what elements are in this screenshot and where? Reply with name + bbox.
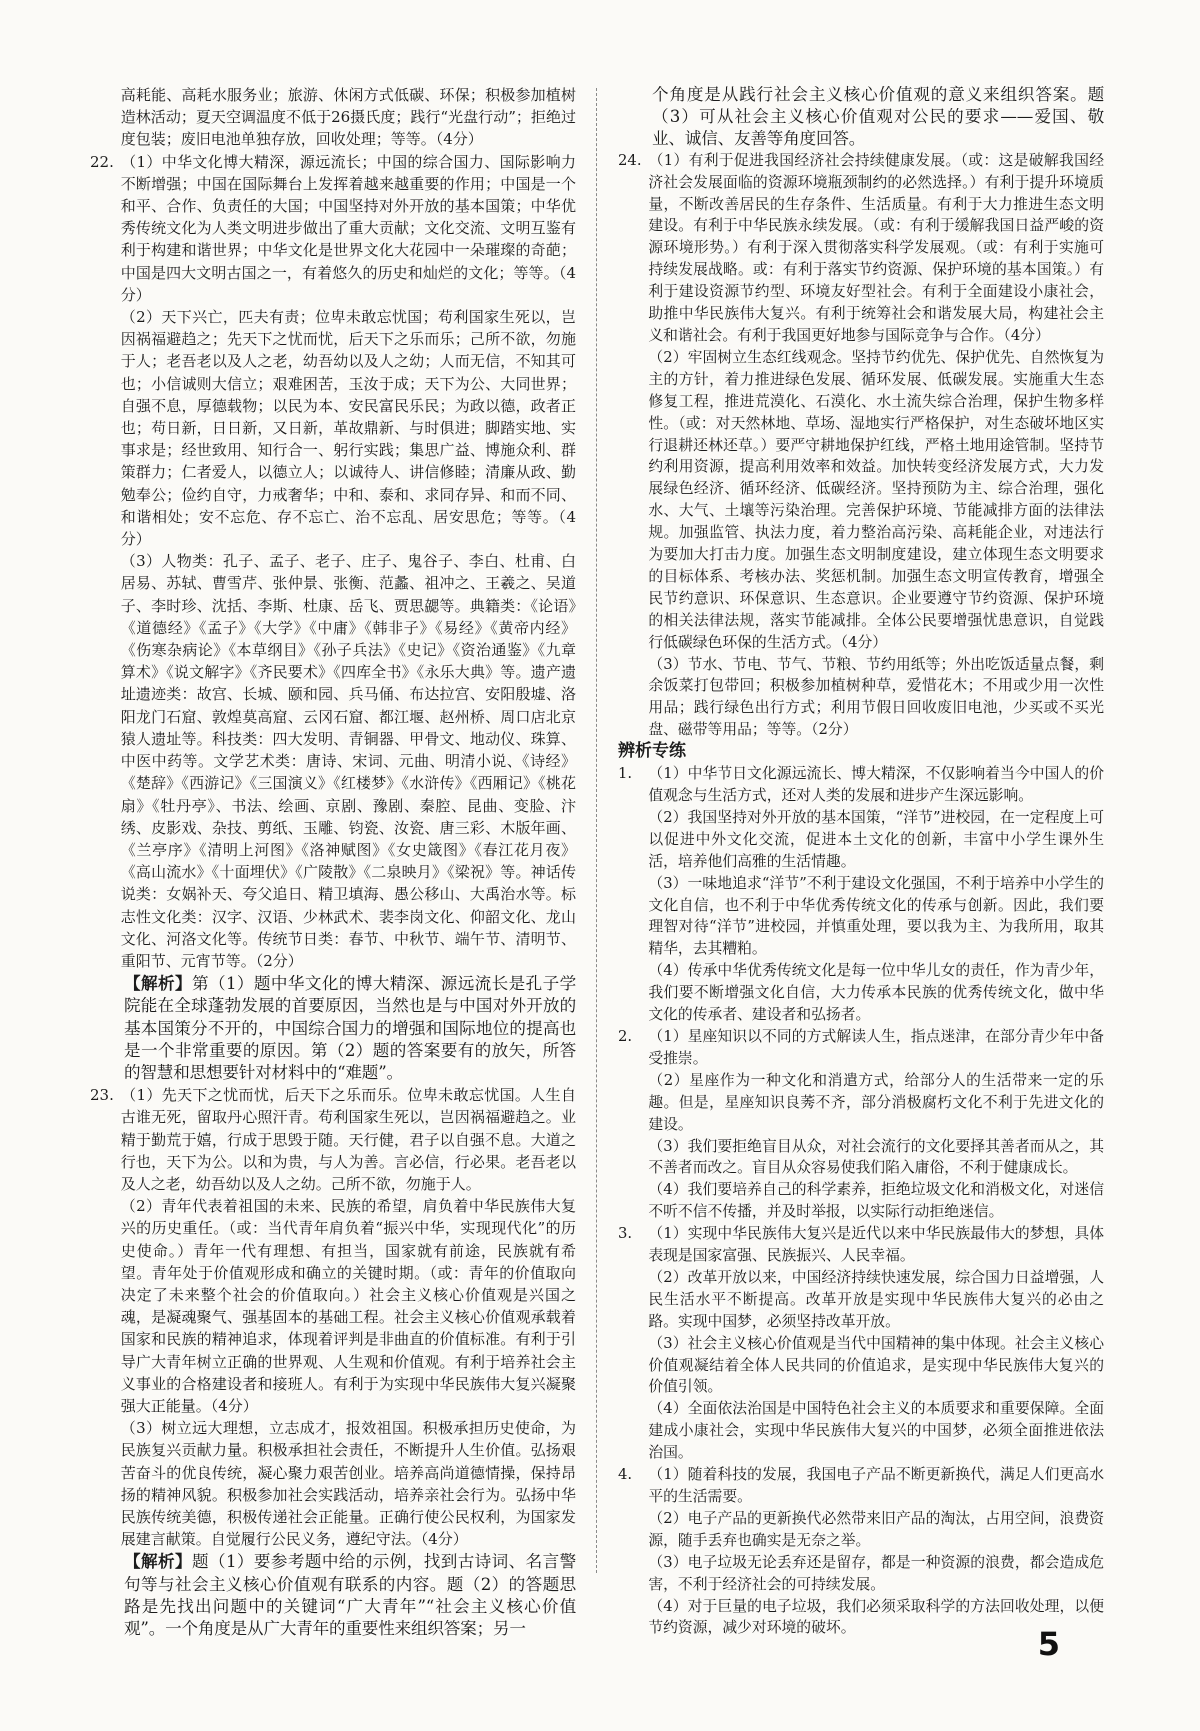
analysis-4-part4: （4）对于巨量的电子垃圾，我们必须采取科学的方法回收处理，以便节约资源，减少对环境的破坏。	[648, 1597, 1104, 1637]
question-number: 1.	[618, 765, 633, 783]
section-heading: 辨析专练	[618, 741, 686, 762]
analysis-1-part2: （2）我国坚持对外开放的基本国策，“洋节”进校园，在一定程度上可以促进中外文化交流，促进本土文化的创新，丰富中小学生课外生活，培养他们高雅的生活情趣。	[648, 808, 1104, 870]
analysis-2-part3: （3）我们要拒绝盲目从众，对社会流行的文化要择其善者而从之，其不善者而改之。盲目从众容易使我们陷入庸俗，不利于健康成长。	[648, 1137, 1104, 1177]
answer-22-part3: （3）人物类：孔子、孟子、老子、庄子、鬼谷子、李白、杜甫、白居易、苏轼、曹雪芹、张仲景、张衡、范蠡、祖冲之、王羲之、吴道子、李时珍、沈括、李斯、杜康、岳飞、贾思勰等。典籍类：《论语》《道德经》《孟子》《大学》《中庸》《韩非子》《易经》《黄帝内经》《伤寒杂病论》《本草纲目》《孙子兵法》《史记》《资治通鉴》《九章算术》《说文解字》《齐民要术》《四库全书》《永乐大典》等。遗产遗址遗迹类：故宫、长城、颐和园、兵马俑、布达拉宫、安阳殷墟、洛阳龙门石窟、敦煌莫高窟、云冈石窟、都江堰、赵州桥、周口店北京猿人遗址等。科技类：四大发明、青铜器、甲骨文、地动仪、珠算、中医中药等。文学艺术类：唐诗、宋词、元曲、明清小说、《诗经》《楚辞》《西游记》《三国演义》《红楼梦》《水浒传》《西厢记》《桃花扇》《牡丹亭》、书法、绘画、京剧、豫剧、秦腔、昆曲、变脸、汴绣、皮影戏、杂技、剪纸、玉雕、钧瓷、汝瓷、唐三彩、木版年画、《兰亭序》《清明上河图》《洛神赋图》《女史箴图》《春江花月夜》《高山流水》《十面埋伏》《广陵散》《二泉映月》《梁祝》等。神话传说类：女娲补天、夸父追日、精卫填海、愚公移山、大禹治水等。标志性文化类：汉字、汉语、少林武术、裴李岗文化、仰韶文化、龙山文化、河洛文化等。传统节日类：春节、中秋节、端午节、清明节、重阳节、元宵节等。（2分）	[120, 552, 576, 970]
analysis-1-part3: （3）一味地追求“洋节”不利于建设文化强国，不利于培养中小学生的文化自信，也不利于中华优秀传统文化的传承与创新。因此，我们要理智对待“洋节”进校园，并慎重处理，要以我为主、为我所用，取其精华，去其糟粕。	[648, 874, 1104, 958]
question-number: 23.	[90, 1086, 114, 1105]
analysis-4-part1: 4. （1）随着科技的发展，我国电子产品不断更新换代，满足人们更高水平的生活需要。	[618, 1466, 1104, 1505]
right-column	[618, 84, 1104, 1639]
analysis-1-part1: 1. （1）中华节日文化源远流长、博大精深，不仅影响着当今中国人的价值观念与生活方式，还对人类的发展和进步产生深远影响。	[618, 765, 1104, 804]
page-number: 5	[1037, 1625, 1060, 1663]
question-number: 22.	[90, 152, 114, 171]
question-number: 3.	[618, 1225, 633, 1243]
answer-24-part1: 24. （1）有利于促进我国经济社会持续健康发展。（或：这是破解我国经济社会发展面临的资源环境瓶颈制约的必然选择。）有利于提升环境质量，不断改善居民的生存条件、生活质量。有利于大力推进生态文明建设。有利于中华民族永续发展。（或：有利于缓解我国日益严峻的资源环境形势。）有利于深入贯彻落实科学发展观。（或：有利于实施可持续发展战略。或：有利于落实节约资源、保护环境的基本国策。）有利于建设资源节约型、环境友好型社会。有利于全面建设小康社会，助推中华民族伟大复兴。有利于统筹社会和谐发展大局，构建社会主义和谐社会。有利于我国更好地参与国际竞争与合作。（4分）	[618, 151, 1104, 344]
column-divider	[596, 88, 597, 1573]
analysis-label: 【解析】	[124, 1551, 192, 1572]
analysis-label: 【解析】	[124, 973, 192, 994]
analysis-23-tail: 个角度是从践行社会主义核心价值观的意义来组织答案。题（3）可从社会主义核心价值观对公民的要求——爱国、敬业、诚信、友善等角度回答。	[652, 85, 1104, 148]
analysis-4-part3: （3）电子垃圾无论丢弃还是留存，都是一种资源的浪费，都会造成危害，不利于经济社会的可持续发展。	[648, 1553, 1104, 1593]
analysis-2-part2: （2）星座作为一种文化和消遣方式，给部分人的生活带来一定的乐趣。但是，星座知识良莠不齐，部分消极腐朽文化不利于先进文化的建设。	[648, 1071, 1104, 1133]
answer-23-part2: （2）青年代表着祖国的未来、民族的希望，肩负着中华民族伟大复兴的历史重任。（或：当代青年肩负着“振兴中华，实现现代化”的历史使命。）青年一代有理想、有担当，国家就有前途，民族就有希望。青年处于价值观形成和确立的关键时期。（或：青年的价值取向决定了未来整个社会的价值取向。）社会主义核心价值观是兴国之魂，是凝魂聚气、强基固本的基础工程。社会主义核心价值观承载着国家和民族的精神追求，体现着评判是非曲直的价值标准。有利于引导广大青年树立正确的世界观、人生观和价值观。有利于培养社会主义事业的合格建设者和接班人。有利于为实现中华民族伟大复兴凝聚强大正能量。（4分）	[120, 1197, 576, 1415]
question-number: 2.	[618, 1027, 633, 1045]
analysis-1-part4: （4）传承中华优秀传统文化是每一位中华儿女的责任，作为青少年，我们要不断增强文化自信，大力传承本民族的优秀传统文化，做中华文化的传承者、建设者和弘扬者。	[648, 962, 1104, 1024]
analysis-2-part1: 2. （1）星座知识以不同的方式解读人生，指点迷津，在部分青少年中备受推崇。	[618, 1027, 1104, 1067]
left-column	[90, 84, 576, 1640]
answer-24-part2: （2）牢固树立生态红线观念。坚持节约优先、保护优先、自然恢复为主的方针，着力推进绿色发展、循环发展、低碳发展。实施重大生态修复工程，推进荒漠化、石漠化、水土流失综合治理，保护生物多样性。（或：对天然林地、草场、湿地实行严格保护，对生态破坏地区实行退耕还林还草。）要严守耕地保护红线，严格土地用途管制。坚持节约利用资源，提高利用效率和效益。加快转变经济发展方式，大力发展绿色经济、循环经济、低碳经济。坚持预防为主、综合治理，强化水、大气、土壤等污染治理。完善保护环境、节能减排方面的法律法规。加强监管、执法力度，着力整治高污染、高耗能企业，对违法行为要加大打击力度。加强生态文明制度建设，建立体现生态文明要求的目标体系、考核办法、奖惩机制。加强生态文明宣传教育，增强全民节约意识、环保意识、生态意识。企业要遵守节约资源、保护环境的相关法律法规，落实节能减排。全体公民要增强忧患意识，自觉践行低碳绿色环保的生活方式。（4分）	[648, 348, 1104, 651]
answer-22-part1: 22. （1）中华文化博大精深，源远流长；中国的综合国力、国际影响力不断增强；中国在国际舞台上发挥着越来越重要的作用；中国是一个和平、合作、负责任的大国；中国坚持对外开放的基本国策；中华优秀传统文化为人类文明进步做出了重大贡献；文化交流、文明互鉴有利于构建和谐世界；中华文化是世界文化大花园中一朵璀璨的奇葩；中国是四大文明古国之一，有着悠久的历史和灿烂的文化；等等。（4分）	[90, 152, 576, 304]
answer-21-tail: 高耗能、高耗水服务业；旅游、休闲方式低碳、环保；积极参加植树造林活动；夏天空调温度不低于26摄氏度；践行“光盘行动”；拒绝过度包装；废旧电池单独存放，回收处理；等等。（4分）	[120, 86, 576, 149]
analysis-3-part3: （3）社会主义核心价值观是当代中国精神的集中体现。社会主义核心价值观凝结着全体人民共同的价值追求，是实现中华民族伟大复兴的价值引领。	[648, 1334, 1104, 1396]
analysis-3-part4: （4）全面依法治国是中国特色社会主义的本质要求和重要保障。全面建成小康社会，实现中华民族伟大复兴的中国梦，必须全面推进依法治国。	[648, 1400, 1104, 1462]
analysis-3-part1: 3. （1）实现中华民族伟大复兴是近代以来中华民族最伟大的梦想，具体表现是国家富强、民族振兴、人民幸福。	[618, 1225, 1104, 1265]
analysis-22: 【解析】第（1）题中华文化的博大精深、源远流长是孔子学院能在全球蓬勃发展的首要原因，当然也是与中国对外开放的基本国策分不开的，中国综合国力的增强和国际地位的提高也是一个非常重要的原因。第（2）题的答案要有的放矢，所答的智慧和思想要针对材料中的“难题”。	[124, 973, 576, 1082]
answer-23-part3: （3）树立远大理想，立志成才，报效祖国。积极承担历史使命，为民族复兴贡献力量。积极承担社会责任，不断提升人生价值。弘扬艰苦奋斗的优良传统，凝心聚力艰苦创业。培养高尚道德情操，保持昂扬的精神风貌。积极参加社会实践活动，培养亲社会行为。弘扬中华民族传统美德，积极传递社会正能量。正确行使公民权利，为国家发展建言献策。自觉履行公民义务，遵纪守法。（4分）	[120, 1419, 576, 1549]
analysis-4-part2: （2）电子产品的更新换代必然带来旧产品的淘汰，占用空间，浪费资源，随手丢弃也确实是无奈之举。	[648, 1509, 1104, 1549]
answer-22-part2: （2）天下兴亡，匹夫有责；位卑未敢忘忧国；苟利国家生死以，岂因祸福避趋之；先天下之忧而忧，后天下之乐而乐；己所不欲，勿施于人；老吾老以及人之老，幼吾幼以及人之幼；人而无信，不知其可也；小信诚则大信立；艰难困苦，玉汝于成；天下为公、大同世界；自强不息，厚德载物；以民为本、安民富民乐民；为政以德，政者正也；苟日新，日日新，又日新，革故鼎新、与时俱进；脚踏实地、实事求是；经世致用、知行合一、躬行实践；集思广益、博施众利、群策群力；仁者爱人，以德立人；以诚待人、讲信修睦；清廉从政、勤勉奉公；俭约自守，力戒奢华；中和、泰和、求同存异、和而不同、和谐相处；安不忘危、存不忘亡、治不忘乱、居安思危；等等。（4分）	[120, 308, 576, 549]
answer-23-part1: 23. （1）先天下之忧而忧，后天下之乐而乐。位卑未敢忘忧国。人生自古谁无死，留取丹心照汗青。苟利国家生死以，岂因祸福避趋之。业精于勤荒于嬉，行成于思毁于随。天行健，君子以自强不息。大道之行也，天下为公。以和为贵，与人为善。言必信，行必果。老吾老以及人之老，幼吾幼以及人之幼。己所不欲，勿施于人。	[90, 1086, 576, 1193]
question-number: 4.	[618, 1466, 633, 1484]
question-number: 24.	[618, 151, 642, 169]
analysis-23: 【解析】题（1）要参考题中给的示例，找到古诗词、名言警句等与社会主义核心价值观有联系的内容。题（2）的答题思路是先找出问题中的关键词“广大青年”“社会主义核心价值观”。一个角度是从广大青年的重要性来组织答案；另一	[124, 1551, 576, 1639]
analysis-3-part2: （2）改革开放以来，中国经济持续快速发展，综合国力日益增强，人民生活水平不断提高。改革开放是实现中华民族伟大复兴的必由之路。实现中国梦，必须坚持改革开放。	[648, 1268, 1104, 1330]
answer-24-part3: （3）节水、节电、节气、节粮、节约用纸等；外出吃饭适量点餐，剩余饭菜打包带回；积极参加植树种草，爱惜花木；不用或少用一次性用品；践行绿色出行方式；利用节假日回收废旧电池，少买或不买光盘、磁带等用品；等等。（2分）	[648, 655, 1104, 739]
analysis-2-part4: （4）我们要培养自己的科学素养，拒绝垃圾文化和消极文化，对迷信不听不信不传播，并及时举报，以实际行动拒绝迷信。	[648, 1181, 1104, 1221]
